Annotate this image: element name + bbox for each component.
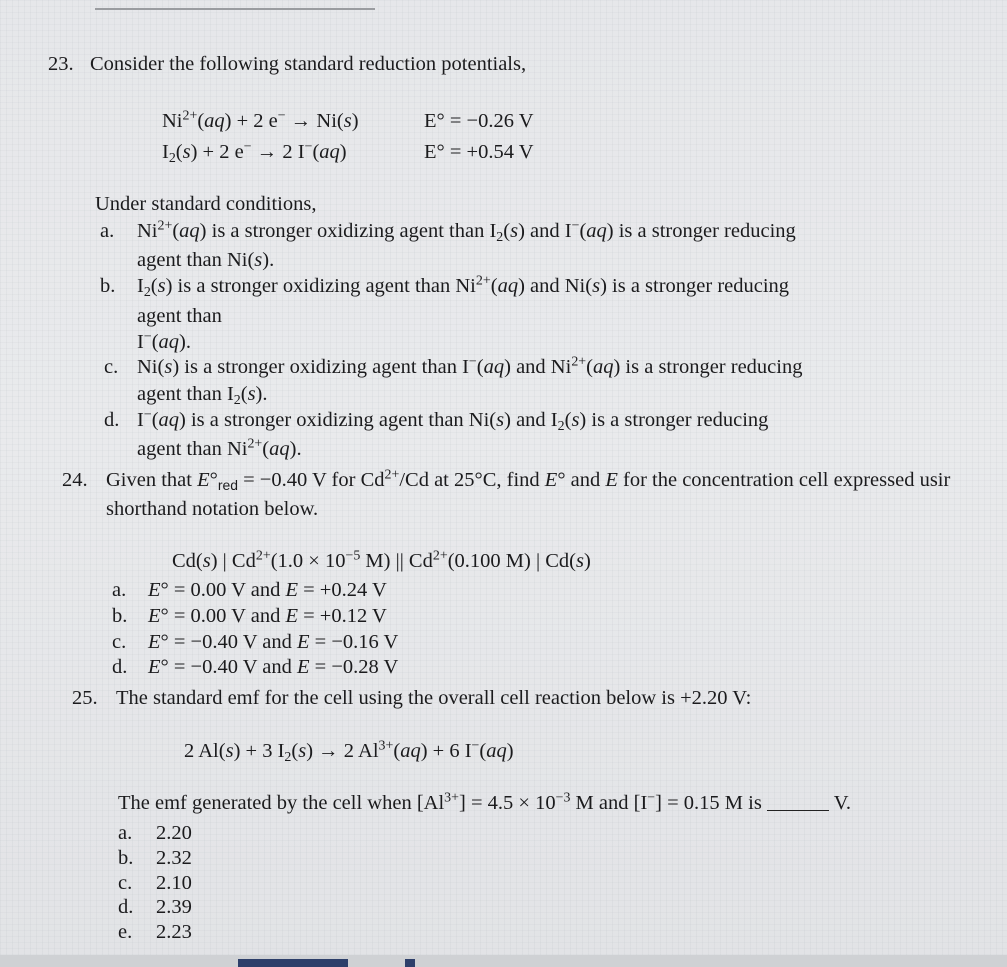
answer-blank	[767, 792, 829, 811]
q23-number: 23.	[48, 53, 74, 75]
q23-option-c-text: Ni(s) is a stronger oxidizing agent than I−(aq) and $Ni^{2+}(aq)$ is a stronger reducing	[137, 354, 803, 378]
q23-equation-1: $Ni^{2+}(aq) + 2$ e− → Ni(s)	[162, 108, 359, 132]
q25-prompt: The emf generated by the cell when $[Al^{3+}] = 4.5 \times 10^{-3}$ M and [I−] = 0.15 M is V.	[118, 790, 851, 814]
q25-reaction: 2 Al(s) + 3 $I_2(s) \to 2$ $Al^{3+}(aq) + 6$ I−(aq)	[184, 738, 514, 766]
q23-option-b-text-cont2: I−(aq).	[137, 329, 191, 353]
q23-option-c-letter: c.	[104, 356, 119, 378]
screen-bottom-edge	[0, 955, 1007, 967]
q23-equation-2-potential: E° = +0.54 V	[424, 141, 534, 163]
q24-option-c-text: E° = −0.40 V and E = −0.16 V	[148, 631, 399, 653]
top-rule	[95, 8, 375, 10]
q24-option-b-text: E° = 0.00 V and E = +0.12 V	[148, 605, 387, 627]
q25-option-a-letter: a.	[118, 822, 133, 844]
q24-option-b-letter: b.	[112, 605, 128, 627]
q25-option-b-letter: b.	[118, 847, 134, 869]
q24-option-c-letter: c.	[112, 631, 127, 653]
q24-option-d-text: E° = −0.40 V and E = −0.28 V	[148, 656, 399, 678]
q25-option-c-value: 2.10	[156, 872, 192, 894]
q23-option-d-text: I−(aq) is a stronger oxidizing agent than Ni(s) and $I_2(s)$ is a stronger reducing	[137, 407, 769, 435]
q24-stem: Given that $E^\circ_{red} = -0.40$ V for $Cd^{2+}/Cd$ at 25°C, find E° and E for the concentration cell expressed usir	[106, 467, 951, 494]
q25-option-c-letter: c.	[118, 872, 133, 894]
q23-option-a-text: $Ni^{2+}(aq)$ is a stronger oxidizing agent than $I_2(s)$ and I−(aq) is a stronger reducing	[137, 218, 796, 246]
q25-option-d-letter: d.	[118, 896, 134, 918]
q24-option-a-text: E° = 0.00 V and E = +0.24 V	[148, 579, 387, 601]
q23-option-b-text-cont: agent than	[137, 305, 222, 327]
q23-option-a-letter: a.	[100, 220, 115, 242]
q24-cell-notation: Cd(s) | $Cd^{2+}(1.0 \times 10^{-5}$ M) || $Cd^{2+}(0.100$ M) | Cd(s)	[172, 548, 591, 572]
q25-number: 25.	[72, 687, 98, 709]
q25-option-b-value: 2.32	[156, 847, 192, 869]
taskbar-icon	[405, 959, 415, 967]
q23-stem: Consider the following standard reduction potentials,	[90, 53, 527, 75]
q23-equation-2: $I_2(s) + 2$ e− → 2 I−(aq)	[162, 139, 347, 167]
q24-stem-cont: shorthand notation below.	[106, 498, 319, 520]
q25-option-e-value: 2.23	[156, 921, 192, 943]
q24-option-a-letter: a.	[112, 579, 127, 601]
taskbar-segment	[238, 959, 348, 967]
q23-option-b-letter: b.	[100, 275, 116, 297]
q23-conditions: Under standard conditions,	[95, 193, 317, 215]
q23-option-a-text-cont: agent than Ni(s).	[137, 249, 275, 271]
q25-option-a-value: 2.20	[156, 822, 192, 844]
q25-option-e-letter: e.	[118, 921, 133, 943]
q23-option-d-text-cont: agent than $Ni^{2+}(aq)$.	[137, 436, 302, 460]
q24-option-d-letter: d.	[112, 656, 128, 678]
q23-option-d-letter: d.	[104, 409, 120, 431]
q25-stem: The standard emf for the cell using the overall cell reaction below is +2.20 V:	[116, 687, 752, 709]
q23-equation-1-potential: E° = −0.26 V	[424, 110, 534, 132]
q23-option-b-text: $I_2(s)$ is a stronger oxidizing agent than $Ni^{2+}(aq)$ and Ni(s) is a stronger reducing	[137, 273, 790, 301]
q24-number: 24.	[62, 469, 88, 491]
q23-option-c-text-cont: agent than $I_2(s)$.	[137, 383, 268, 409]
q25-option-d-value: 2.39	[156, 896, 192, 918]
